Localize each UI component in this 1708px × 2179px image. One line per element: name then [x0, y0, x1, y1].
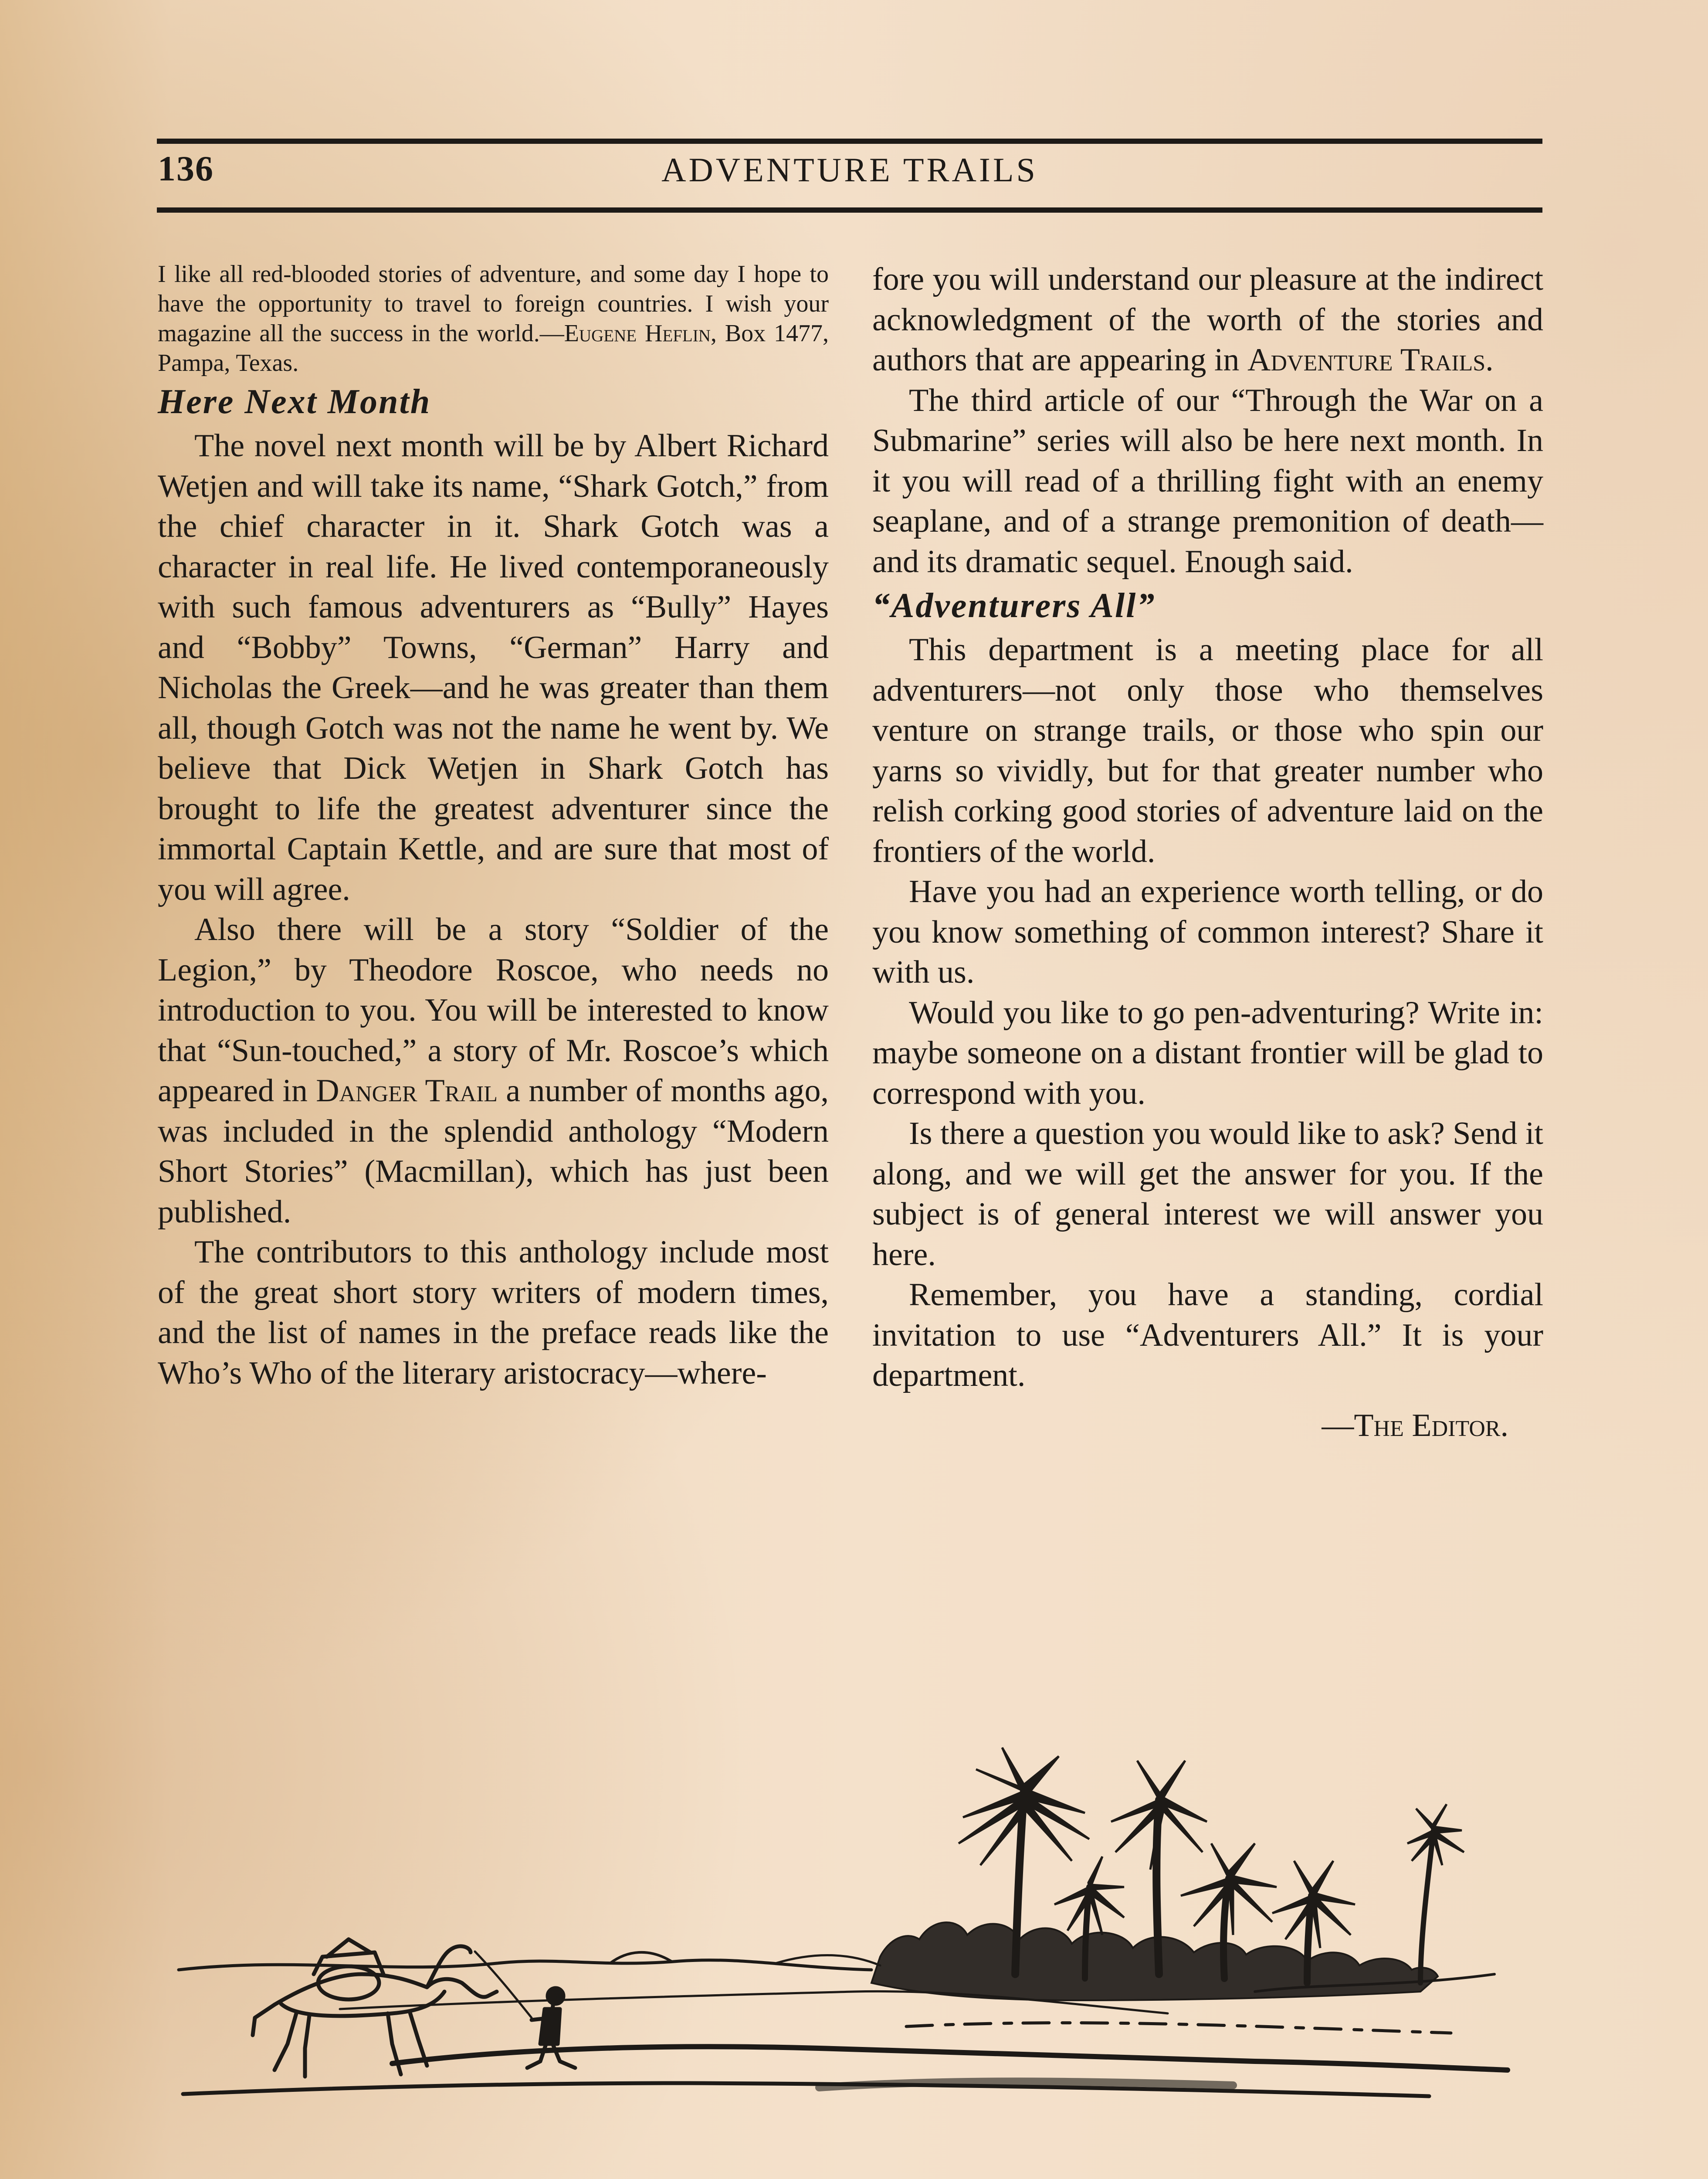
- paragraph: [872, 259, 1543, 380]
- reader-letter: [158, 259, 829, 378]
- paragraph: Remember, you have a standing, cordial invitation to use “Adventurers All.” It is your department.: [872, 1277, 1543, 1393]
- paragraph: This department is a meeting place for all adventurers—not only those who themselves venture on strange trails, or those who spin our yarns so vividly, but for that greater number who relish corking good stories of adventure laid on the frontiers of the world.: [872, 632, 1543, 869]
- magazine-title: Adventure Trails: [1247, 342, 1486, 378]
- right-column: [872, 259, 1543, 1446]
- paragraph: [158, 910, 829, 1232]
- running-head: ADVENTURE TRAILS: [661, 151, 1038, 189]
- paragraph-text: a number of months ago, was included in the splendid anthology “Modern Short Stories” (Macmillan), which has just been published.: [158, 1073, 829, 1230]
- letter-text: I like all red-blooded stories of adventure, and some day I hope to have the opportunity to travel to foreign countries. I wish your magazine all the success in the world.—: [158, 261, 829, 347]
- letter-signature-address: , Box 1477, Pampa, Texas.: [158, 320, 829, 377]
- section-heading-adventurers-all: “Adventurers All”: [872, 587, 1156, 625]
- paragraph-text: Also there will be a story “Soldier of the Legion,” by Theodore Roscoe, who needs no introduction to you. You will be interested to know that “Sun-touched,” a story of Mr. Roscoe’s which appeared in: [158, 912, 829, 1109]
- letter-signature-name: Eugene Heflin: [564, 320, 711, 347]
- header-rule-bottom: [157, 207, 1542, 213]
- paragraph-text: fore you will understand our pleasure at the indirect acknowledgment of the worth of the stories and authors that are appearing in: [872, 261, 1543, 378]
- paragraph: The contributors to this anthology include most of the great short story writers of modern times, and the list of names in the preface reads like the Who’s Who of the literary aristocracy—where-: [158, 1234, 829, 1391]
- section-heading-here-next-month: Here Next Month: [158, 383, 431, 421]
- magazine-title: Danger Trail: [316, 1073, 498, 1109]
- desert-oasis-illustration: [166, 1713, 1542, 2179]
- paragraph: The third article of our “Through the War on a Submarine” series will also be here next month. In it you will read of a thrilling fight with an enemy seaplane, and of a strange premonition of death—and its dramatic sequel. Enough said.: [872, 382, 1543, 580]
- paragraph: Have you had an experience worth telling, or do you know something of common interest? Share it with us.: [872, 874, 1543, 990]
- left-column: [158, 259, 829, 1393]
- header-rule-top: [157, 139, 1542, 144]
- page-number: 136: [158, 149, 214, 188]
- paragraph: Would you like to go pen-adventuring? Write in: maybe someone on a distant frontier will be glad to correspond with you.: [872, 994, 1543, 1111]
- paragraph-text: .: [1485, 342, 1494, 378]
- paragraph: Is there a question you would like to ask? Send it along, and we will get the answer for you. If the subject is of general interest we will answer you here.: [872, 1116, 1543, 1273]
- editor-signature: —The Editor.: [1322, 1407, 1508, 1443]
- paragraph: The novel next month will be by Albert Richard Wetjen and will take its name, “Shark Gotch,” from the chief character in it. Shark Gotch was a character in real life. He lived contemporaneously with such famous adventurers as “Bully” Hayes and “Bobby” Towns, “German” Harry and Nicholas the Greek—and he was greater than them all, though Gotch was not the name he went by. We believe that Dick Wetjen in Shark Gotch has brought to life the greatest adventurer since the immortal Captain Kettle, and are sure that most of you will agree.: [158, 428, 829, 907]
